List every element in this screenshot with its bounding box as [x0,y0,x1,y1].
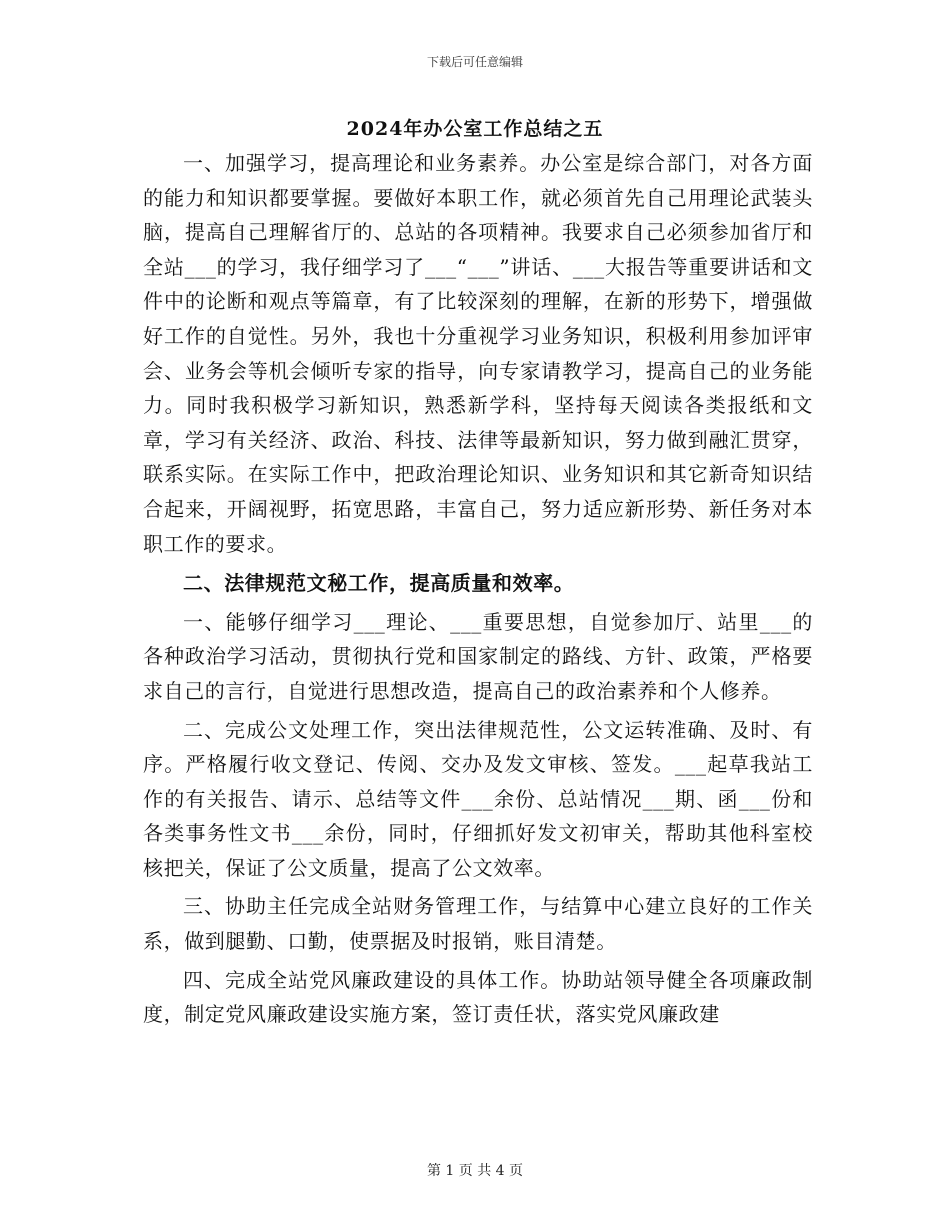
paragraph-political-study: 一、能够仔细学习___理论、___重要思想，自觉参加厅、站里___的各种政治学习活动，贯彻执行党和国家制定的路线、方针、政策，严格要求自己的言行，自觉进行思想改造，提高自己的政治素养和个人修养。 [143,609,813,703]
paragraph-study: 一、加强学习，提高理论和业务素养。办公室是综合部门，对各方面的能力和知识都要掌握。要做好本职工作，就必须首先自己用理论武装头脑，提高自己理解省厅的、总站的各项精神。我要求自己必须参加省厅和全站___的学习，我仔细学习了___“___”讲话、___大报告等重要讲话和文件中的论断和观点等篇章，有了比较深刻的理解，在新的形势下，增强做好工作的自觉性。另外，我也十分重视学习业务知识，积极利用参加评审会、业务会等机会倾听专家的指导，向专家请教学习，提高自己的业务能力。同时我积极学习新知识，熟悉新学科，坚持每天阅读各类报纸和文章，学习有关经济、政治、科技、法律等最新知识，努力做到融汇贯穿，联系实际。在实际工作中，把政治理论知识、业务知识和其它新奇知识结合起来，开阔视野，拓宽思路，丰富自己，努力适应新形势、新任务对本职工作的要求。 [143,151,813,556]
page-header-note: 下载后可任意编辑 [426,55,523,69]
document-body [143,146,813,1032]
section-heading-secretarial: 二、法律规范文秘工作，提高质量和效率。 [183,571,575,596]
paragraph-finance: 三、协助主任完成全站财务管理工作，与结算中心建立良好的工作关系，做到腿勤、口勤，使票据及时报销，账目清楚。 [143,894,813,954]
page-number: 第 1 页 共 4 页 [426,1163,524,1179]
document-title: 2024年办公室工作总结之五 [346,118,604,140]
paragraph-integrity: 四、完成全站党风廉政建设的具体工作。协助站领导健全各项廉政制度，制定党风廉政建设实施方案，签订责任状，落实党风廉政建 [143,967,813,1027]
paragraph-document-handling: 二、完成公文处理工作，突出法律规范性，公文运转准确、及时、有序。严格履行收文登记、传阅、交办及发文审核、签发。___起草我站工作的有关报告、请示、总结等文件___余份、总站情况___期、函___份和各类事务性文书___余份，同时，仔细抓好发文初审关，帮助其他科室校核把关，保证了公文质量，提高了公文效率。 [143,717,813,880]
